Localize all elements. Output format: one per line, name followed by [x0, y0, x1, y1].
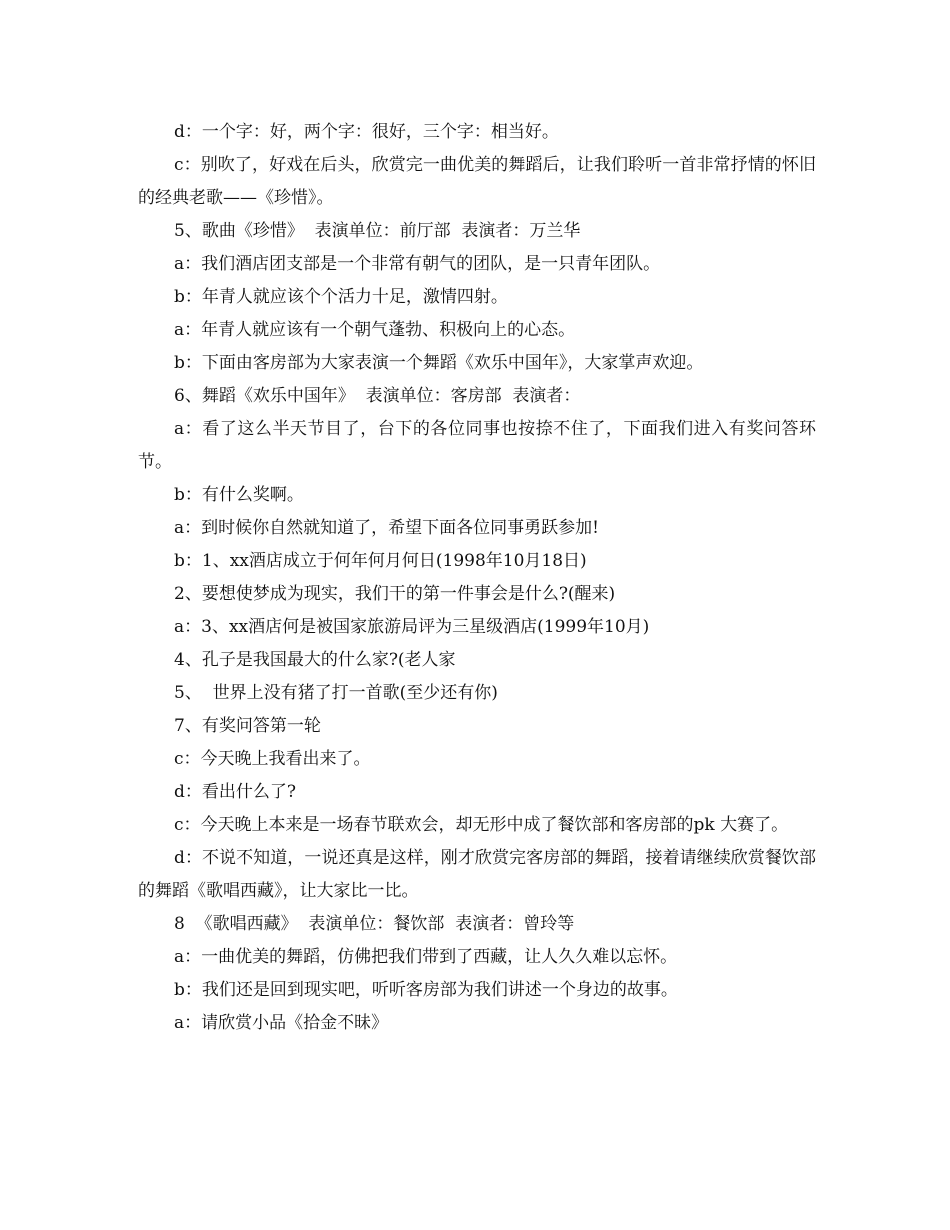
paragraph: 2、要想使梦成为现实，我们干的第一件事会是什么?(醒来)	[174, 584, 616, 604]
paragraph: c：别吹了，好戏在后头，欣赏完一曲优美的舞蹈后，让我们聆听一首非常抒情的怀旧的经典老歌——《珍惜》。	[138, 155, 816, 208]
paragraph: d：看出什么了?	[174, 782, 296, 802]
paragraph: a：我们酒店团支部是一个非常有朝气的团队，是一只青年团队。	[174, 254, 661, 274]
paragraph: 4、孔子是我国最大的什么家?(老人家	[174, 650, 456, 670]
paragraph: c：今天晚上我看出来了。	[174, 749, 371, 769]
paragraph: 5、 世界上没有猪了打一首歌(至少还有你)	[174, 683, 498, 703]
document-body	[138, 116, 816, 1040]
paragraph: 7、有奖问答第一轮	[174, 716, 321, 736]
paragraph: b：1、xx酒店成立于何年何月何日(1998年10月18日)	[174, 551, 587, 571]
paragraph: a：一曲优美的舞蹈，仿佛把我们带到了西藏，让人久久难以忘怀。	[174, 947, 678, 967]
paragraph: b：下面由客房部为大家表演一个舞蹈《欢乐中国年》，大家掌声欢迎。	[174, 353, 704, 373]
paragraph: b：有什么奖啊。	[174, 485, 304, 505]
paragraph: 6、舞蹈《欢乐中国年》 表演单位：客房部 表演者：	[174, 386, 581, 406]
paragraph: b：我们还是回到现实吧，听听客房部为我们讲述一个身边的故事。	[174, 980, 678, 1000]
paragraph: 5、歌曲《珍惜》 表演单位：前厅部 表演者：万兰华	[174, 221, 581, 241]
paragraph: a：年青人就应该有一个朝气蓬勃、积极向上的心态。	[174, 320, 576, 340]
paragraph: a：看了这么半天节目了，台下的各位同事也按捺不住了，下面我们进入有奖问答环节。	[138, 419, 816, 472]
paragraph: d：不说不知道，一说还真是这样，刚才欣赏完客房部的舞蹈，接着请继续欣赏餐饮部的舞蹈《歌唱西藏》，让大家比一比。	[138, 848, 816, 901]
paragraph: b：年青人就应该个个活力十足，激情四射。	[174, 287, 508, 307]
paragraph: 8 《歌唱西藏》 表演单位：餐饮部 表演者：曾玲等	[174, 914, 575, 934]
paragraph: a：到时候你自然就知道了，希望下面各位同事勇跃参加!	[174, 518, 599, 538]
paragraph: c：今天晚上本来是一场春节联欢会，却无形中成了餐饮部和客房部的pk 大赛了。	[174, 815, 789, 835]
paragraph: a：3、xx酒店何是被国家旅游局评为三星级酒店(1999年10月)	[174, 617, 650, 637]
paragraph: a：请欣赏小品《拾金不昧》	[174, 1013, 389, 1033]
paragraph: d：一个字：好，两个字：很好，三个字：相当好。	[174, 122, 559, 142]
